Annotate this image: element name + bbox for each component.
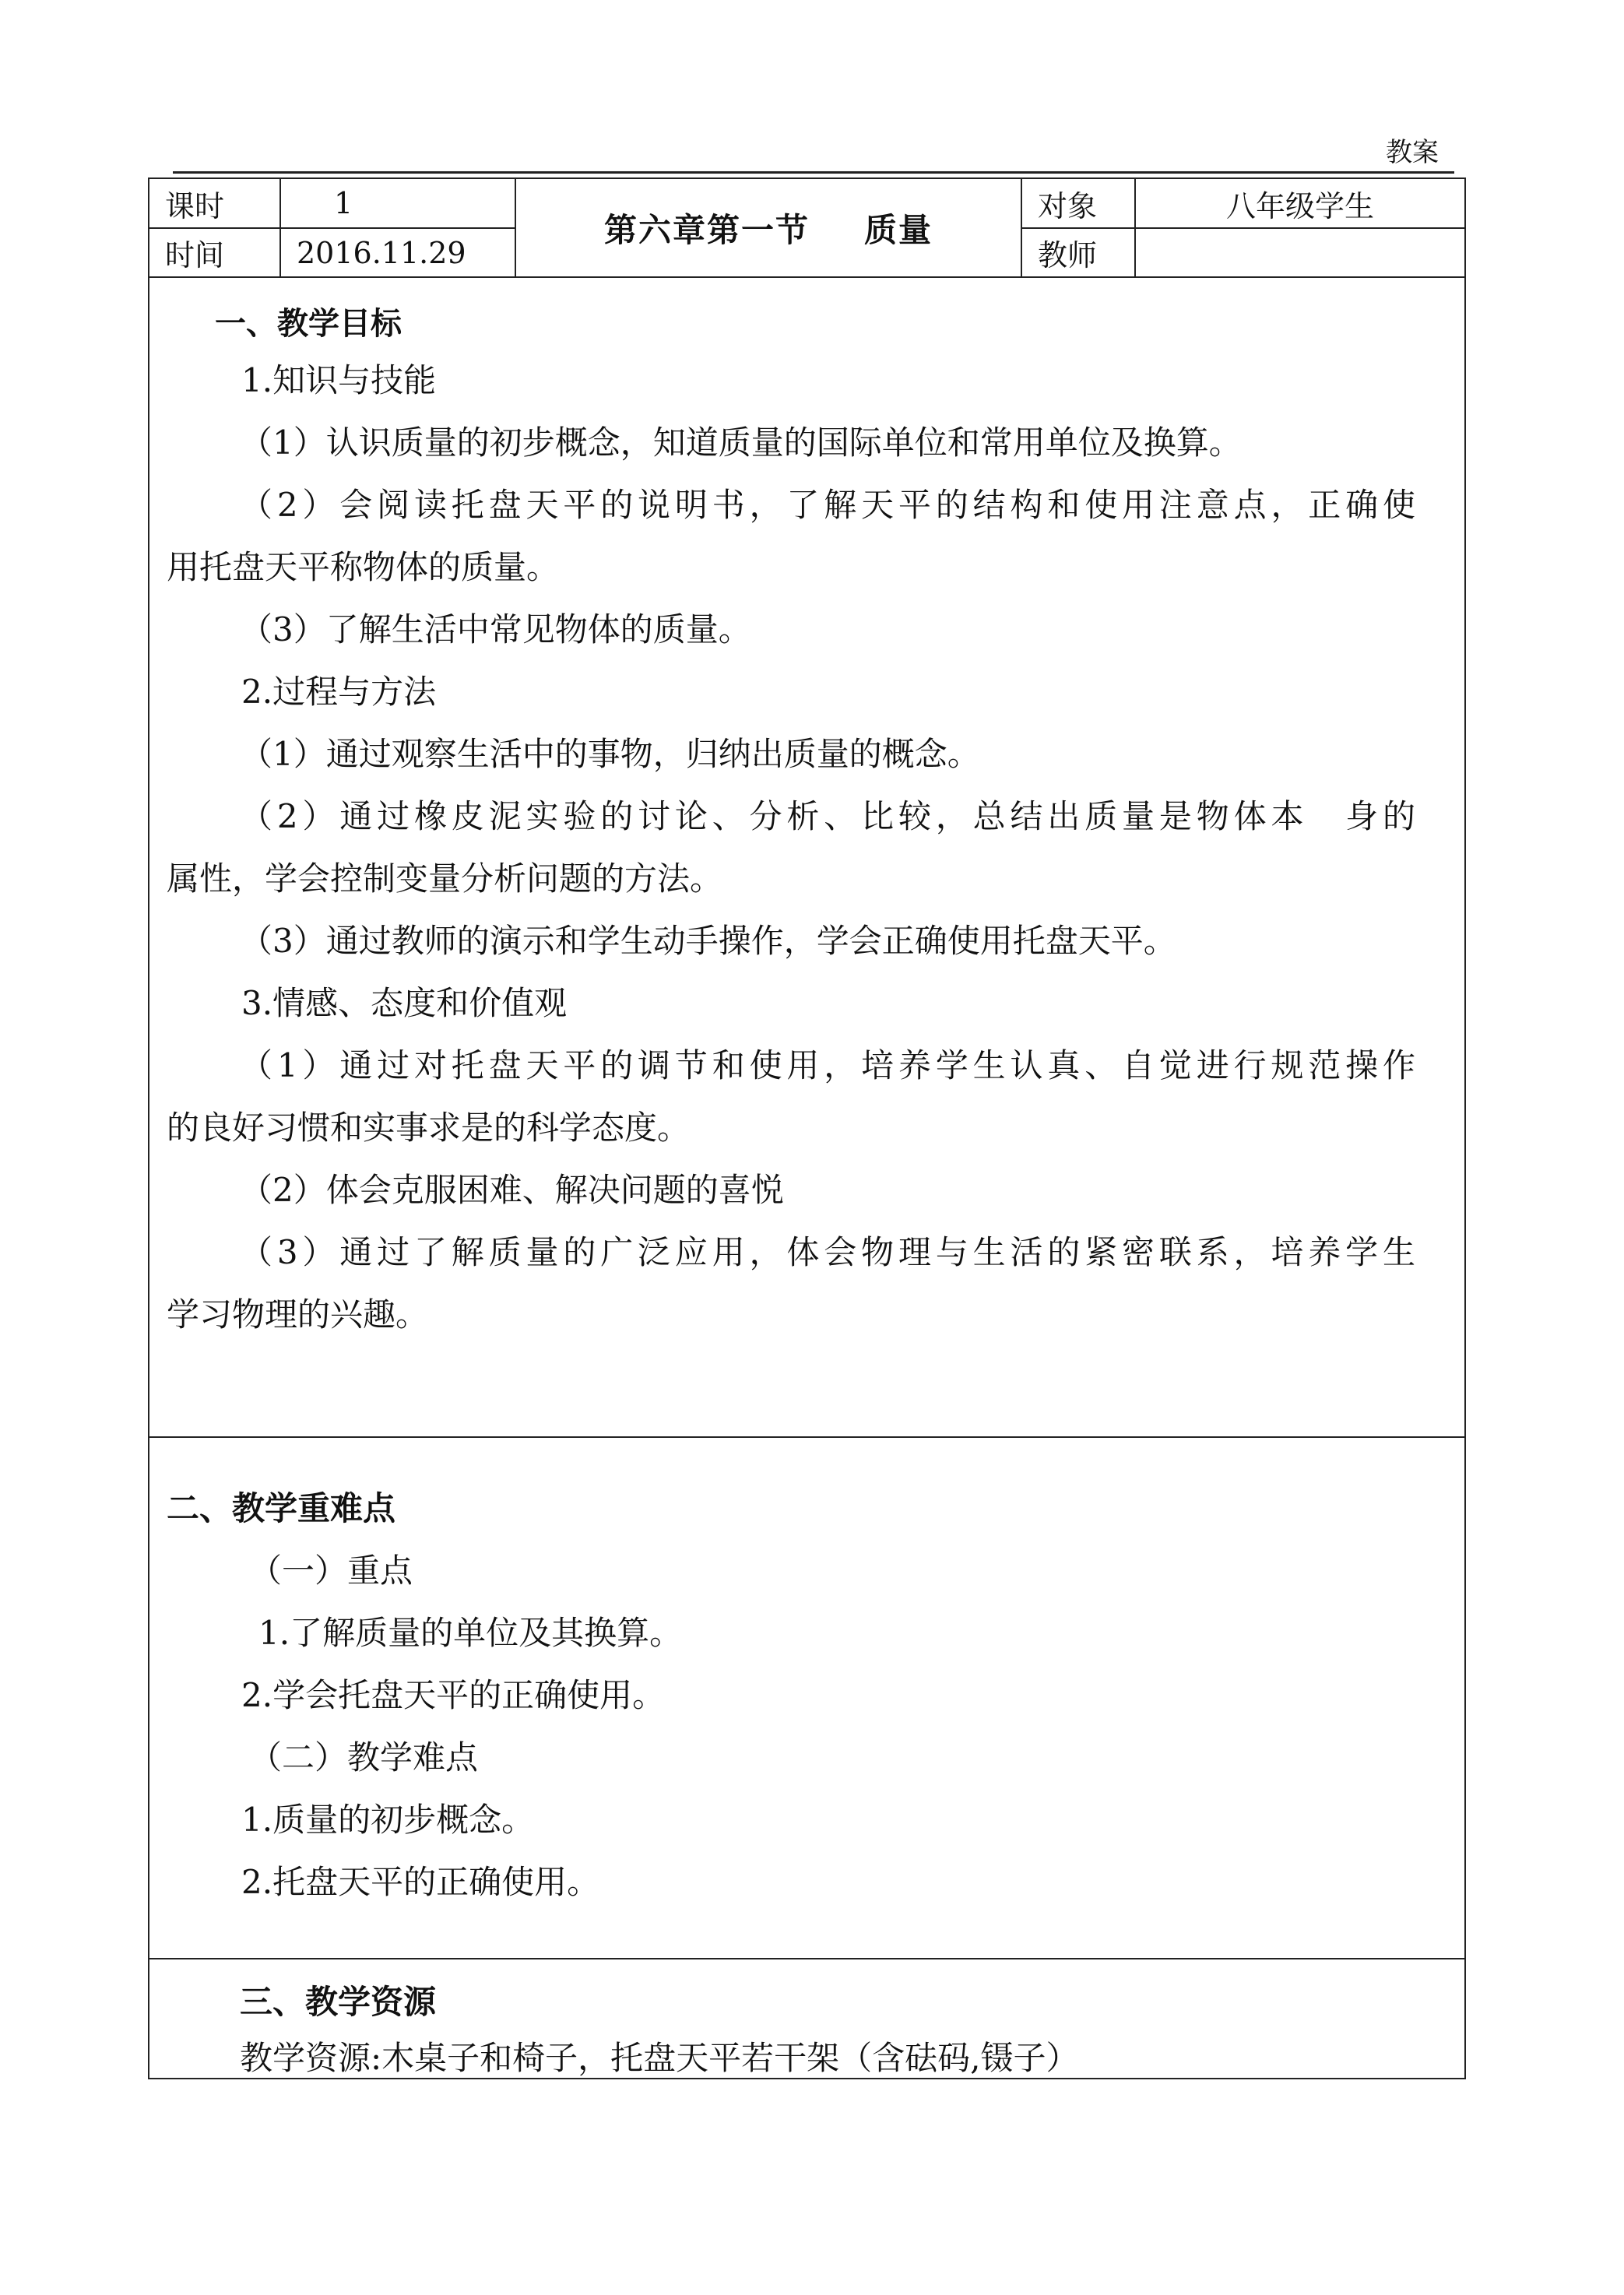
paragraph-line: （一）重点 bbox=[249, 1552, 413, 1590]
header-rule bbox=[173, 171, 1454, 174]
lesson-label: 课时 bbox=[149, 179, 280, 228]
section-key-difficult-points bbox=[149, 1436, 1464, 1958]
section-heading: 三、教学资源 bbox=[240, 1983, 437, 2021]
paragraph-line: （2）通过橡皮泥实验的讨论、分析、比较，总结出质量是物体本 身的 bbox=[240, 797, 1415, 835]
section-heading: 一、教学目标 bbox=[215, 306, 402, 342]
paragraph-line: 3.情感、态度和价值观 bbox=[241, 984, 568, 1022]
lesson-title-topic: 质量 bbox=[864, 210, 933, 249]
teacher-value bbox=[1135, 228, 1464, 277]
paragraph-line: （1）认识质量的初步概念，知道质量的国际单位和常用单位及换算。 bbox=[240, 424, 1242, 462]
paragraph-line: 用托盘天平称物体的质量。 bbox=[167, 548, 560, 586]
section-heading: 二、教学重难点 bbox=[167, 1489, 396, 1527]
lesson-title bbox=[515, 179, 1021, 277]
lesson-value: 1 bbox=[280, 179, 515, 228]
lesson-info-table bbox=[149, 179, 1464, 278]
paragraph-line: 1.了解质量的单位及其换算。 bbox=[258, 1614, 683, 1652]
paragraph-line: 的良好习惯和实事求是的科学态度。 bbox=[167, 1109, 691, 1147]
time-value: 2016.11.29 bbox=[280, 228, 515, 277]
paragraph-line: （1）通过观察生活中的事物，归纳出质量的概念。 bbox=[240, 735, 980, 773]
paragraph-line: （1）通过对托盘天平的调节和使用，培养学生认真、自觉进行规范操作 bbox=[240, 1046, 1415, 1084]
target-value: 八年级学生 bbox=[1135, 179, 1464, 228]
section-teaching-resources bbox=[149, 1958, 1464, 2079]
target-label: 对象 bbox=[1021, 179, 1135, 228]
lesson-plan-sheet bbox=[148, 177, 1466, 2079]
paragraph-line: （3）通过了解质量的广泛应用，体会物理与生活的紧密联系，培养学生 bbox=[240, 1233, 1415, 1271]
paragraph-line: 属性，学会控制变量分析问题的方法。 bbox=[167, 859, 723, 898]
time-label: 时间 bbox=[149, 228, 280, 277]
paragraph-line: 2.托盘天平的正确使用。 bbox=[241, 1863, 600, 1901]
paragraph-line: 2.过程与方法 bbox=[241, 673, 437, 711]
paragraph-line: （3）了解生活中常见物体的质量。 bbox=[240, 610, 751, 648]
paragraph-line: 学习物理的兴趣。 bbox=[167, 1295, 429, 1334]
paragraph-line: （2）会阅读托盘天平的说明书，了解天平的结构和使用注意点，正确使 bbox=[240, 486, 1415, 524]
paragraph-line: 1.知识与技能 bbox=[241, 361, 437, 399]
paragraph-line: 2.学会托盘天平的正确使用。 bbox=[241, 1676, 666, 1714]
section-teaching-objectives bbox=[149, 277, 1464, 1436]
teacher-label: 教师 bbox=[1021, 228, 1135, 277]
paragraph-line: （3）通过教师的演示和学生动手操作，学会正确使用托盘天平。 bbox=[240, 922, 1176, 960]
doc-type-label: 教案 bbox=[1386, 137, 1439, 168]
paragraph-line: （二）教学难点 bbox=[249, 1738, 479, 1777]
lesson-title-chapter: 第六章第一节 bbox=[603, 210, 810, 249]
paragraph-line: 教学资源:木桌子和椅子，托盘天平若干架（含砝码,镊子） bbox=[240, 2039, 1079, 2077]
paragraph-line: 1.质量的初步概念。 bbox=[241, 1801, 535, 1839]
paragraph-line: （2）体会克服困难、解决问题的喜悦 bbox=[240, 1171, 784, 1209]
